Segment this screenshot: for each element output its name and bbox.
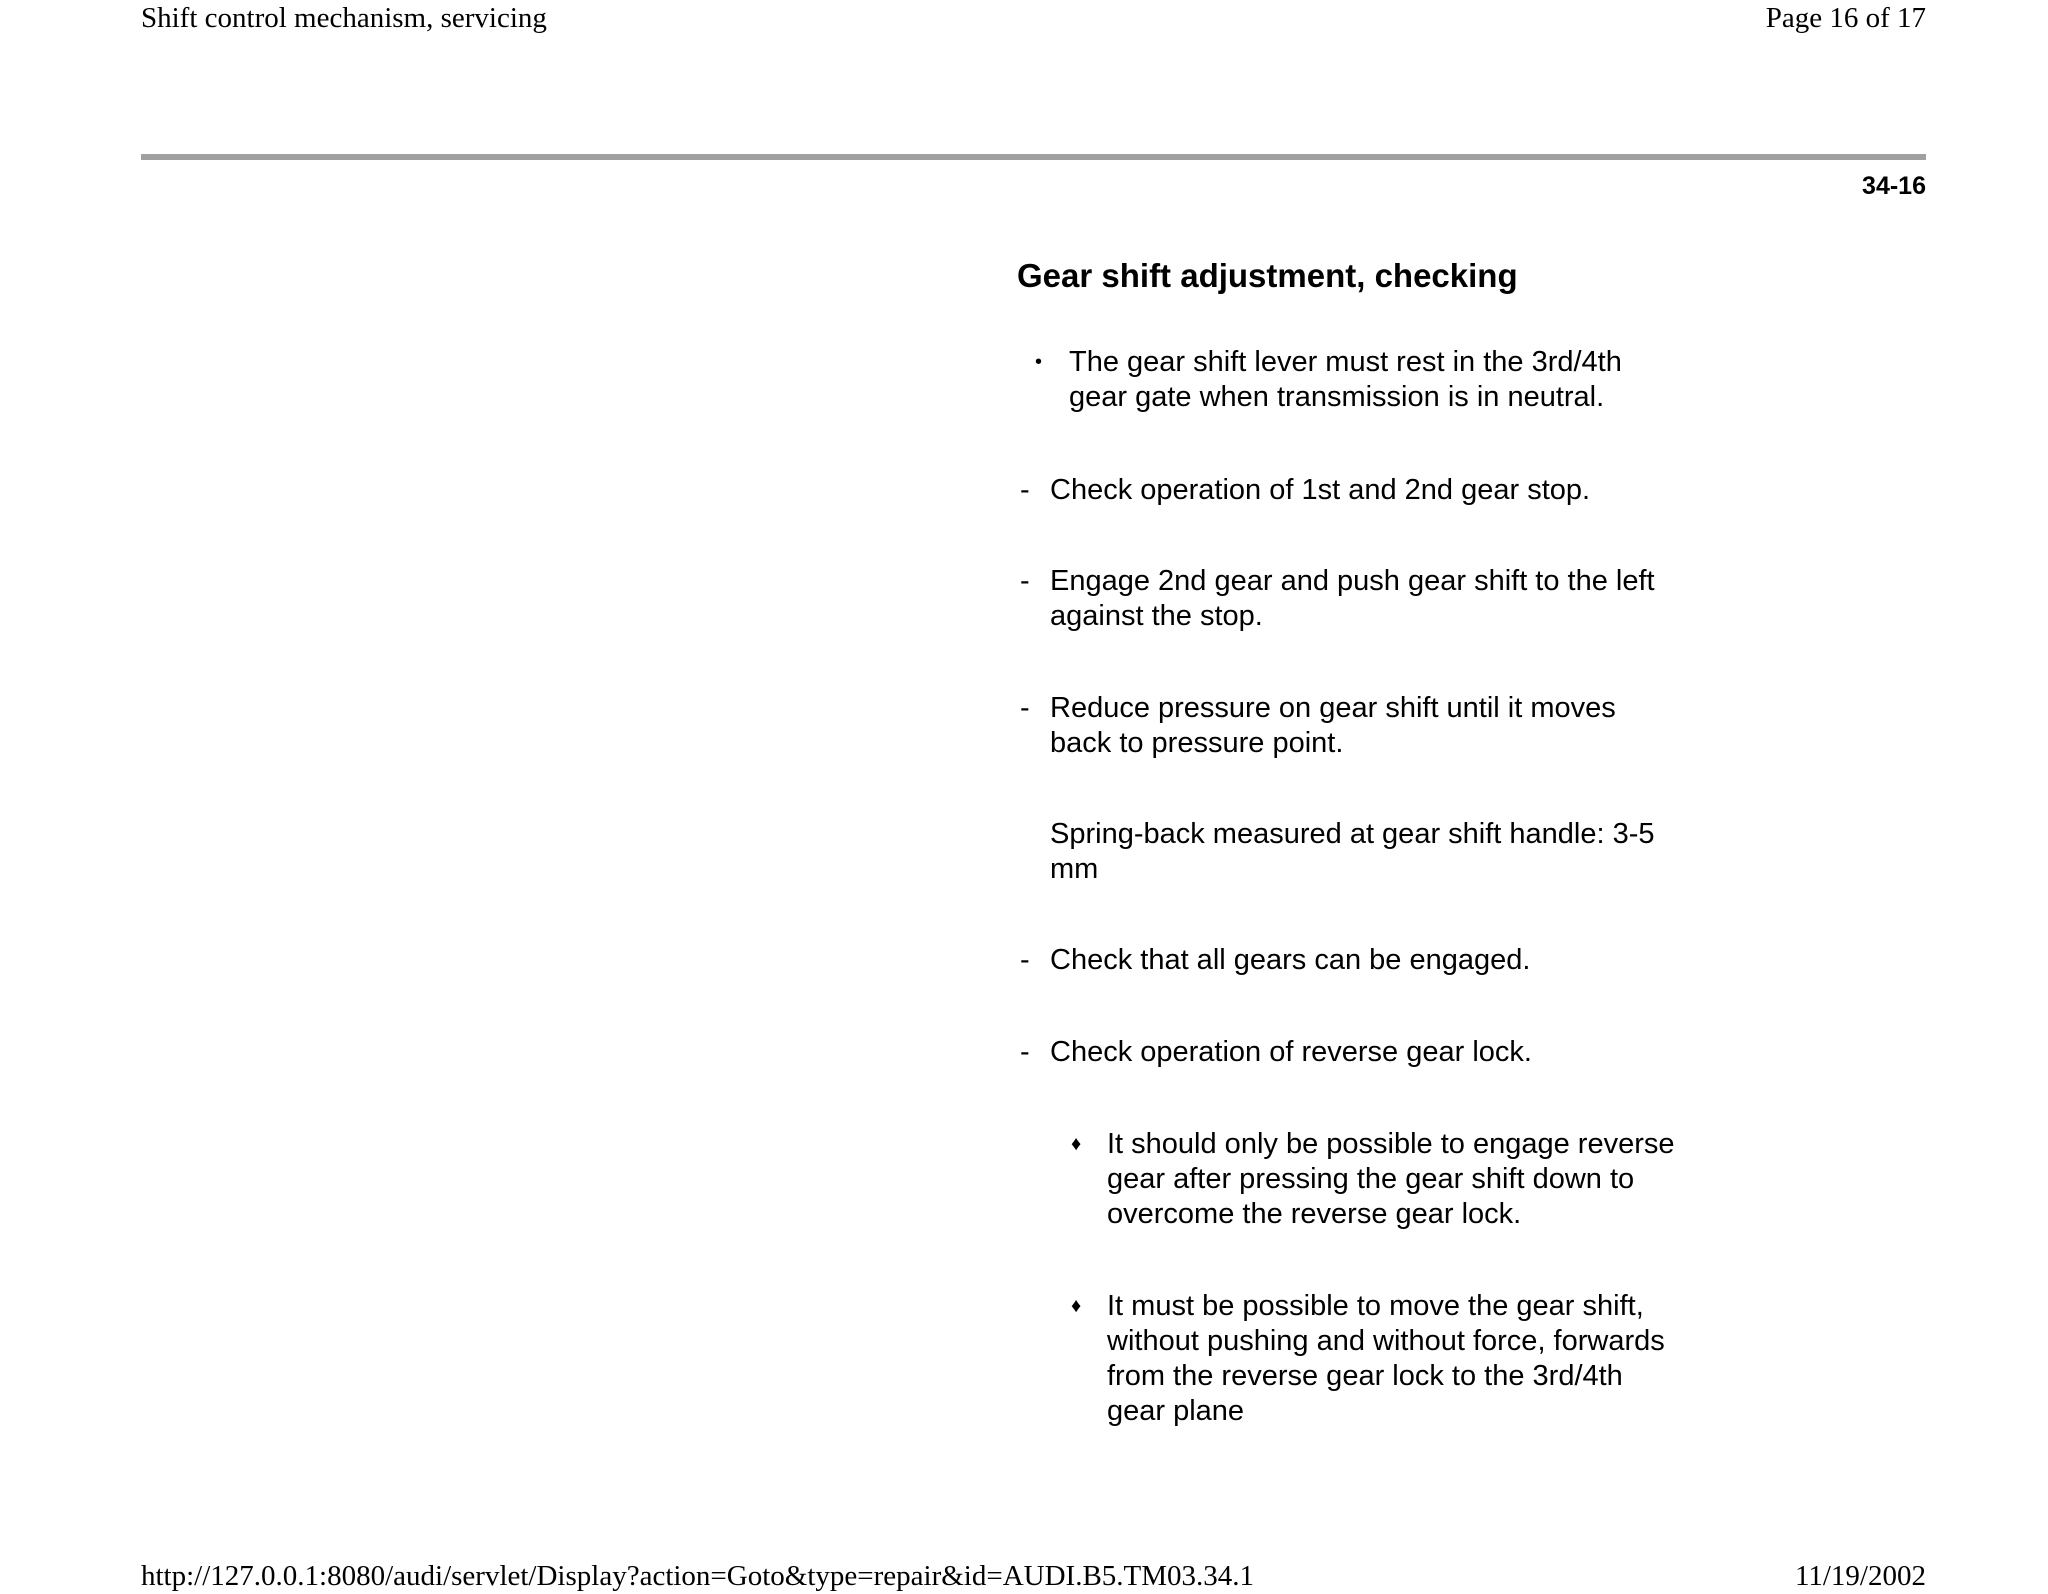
step-text: Check operation of reverse gear lock.	[1050, 1036, 1532, 1068]
sub-text-line: gear plane	[1107, 1395, 1245, 1427]
footer-url: http://127.0.0.1:8080/audi/servlet/Display?action=Goto&type=repair&id=AUDI.B5.TM03.34.1	[141, 1560, 1255, 1592]
step-text-line: against the stop.	[1050, 600, 1263, 632]
note-text-line: Spring-back measured at gear shift handle: 3-5	[1050, 818, 1655, 850]
sub-text-line: from the reverse gear lock to the 3rd/4th	[1107, 1360, 1623, 1392]
page-indicator: Page 16 of 17	[1765, 2, 1926, 34]
section-number: 34-16	[1862, 172, 1926, 200]
section-heading: Gear shift adjustment, checking	[1017, 257, 1518, 294]
sub-text-line: overcome the reverse gear lock.	[1107, 1198, 1522, 1230]
step-text-line: Reduce pressure on gear shift until it moves	[1050, 692, 1616, 724]
dash-marker: -	[1020, 944, 1030, 976]
header-divider	[141, 154, 1926, 160]
sub-text-line: It must be possible to move the gear shift,	[1107, 1290, 1644, 1322]
dash-marker: -	[1020, 565, 1030, 597]
sub-text-line: without pushing and without force, forwards	[1107, 1325, 1665, 1357]
diamond-bullet-icon: ♦	[1071, 1295, 1082, 1317]
step-text: Check that all gears can be engaged.	[1050, 944, 1531, 976]
sub-text-line: It should only be possible to engage reverse	[1107, 1128, 1675, 1160]
sub-text-line: gear after pressing the gear shift down to	[1107, 1163, 1635, 1195]
bullet-text-line: The gear shift lever must rest in the 3rd/4th	[1069, 346, 1622, 378]
bullet-icon: •	[1035, 351, 1043, 373]
step-text-line: back to pressure point.	[1050, 727, 1344, 759]
bullet-text-line: gear gate when transmission is in neutral.	[1069, 381, 1605, 413]
dash-marker: -	[1020, 474, 1030, 506]
step-text: Check operation of 1st and 2nd gear stop.	[1050, 474, 1591, 506]
dash-marker: -	[1020, 692, 1030, 724]
diamond-bullet-icon: ♦	[1071, 1133, 1082, 1155]
note-text-line: mm	[1050, 853, 1099, 885]
footer-date: 11/19/2002	[1794, 1560, 1926, 1592]
step-text-line: Engage 2nd gear and push gear shift to the left	[1050, 565, 1655, 597]
document-title: Shift control mechanism, servicing	[141, 2, 547, 34]
dash-marker: -	[1020, 1036, 1030, 1068]
